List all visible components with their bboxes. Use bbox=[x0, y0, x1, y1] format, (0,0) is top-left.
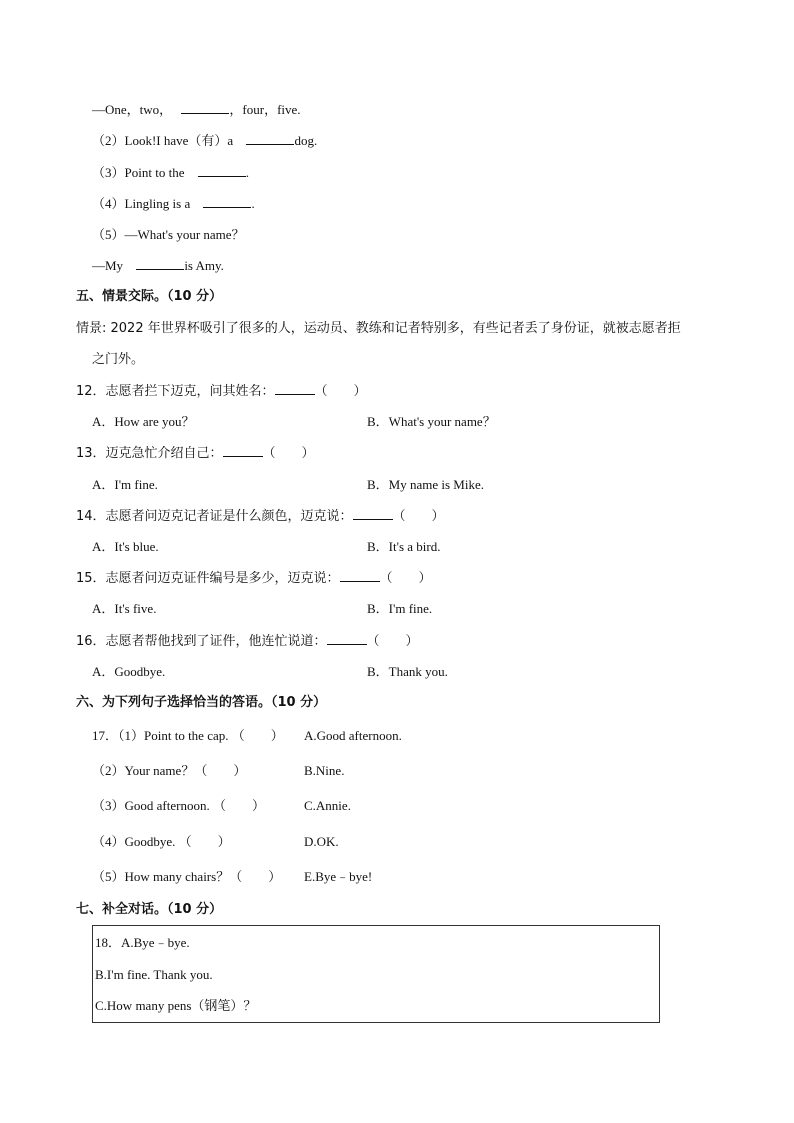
fill-blank[interactable] bbox=[136, 257, 184, 270]
q3-tail: . bbox=[245, 165, 249, 180]
matching-left[interactable]: （5）How many chairs？（ ） bbox=[92, 869, 282, 884]
box-option: C.How many pens（钢笔）？ bbox=[95, 998, 257, 1013]
q5-answer-line bbox=[92, 257, 224, 275]
q3-number: （3） bbox=[92, 165, 125, 180]
section5-heading: 五、情景交际。（10 分） bbox=[76, 289, 223, 304]
matching-left[interactable]: （3）Good afternoon. （ ） bbox=[92, 798, 265, 813]
question-stem bbox=[76, 507, 445, 526]
box-option: 18．A.Bye﹣bye. bbox=[95, 935, 190, 950]
stem-text: 14．志愿者问迈克记者证是什么颜色，迈克说： bbox=[76, 509, 353, 524]
matching-right: B.Nine. bbox=[304, 763, 345, 778]
answer-paren: （ ） bbox=[392, 509, 445, 524]
stem-text: 12．志愿者拦下迈克，问其姓名： bbox=[76, 384, 275, 399]
answer-paren: （ ） bbox=[366, 634, 419, 649]
fill-blank[interactable] bbox=[181, 101, 229, 114]
option-a[interactable]: A．I'm fine. bbox=[92, 477, 158, 492]
q5b-tail: is Amy. bbox=[184, 258, 224, 273]
q1-text-a: One，two， bbox=[105, 102, 173, 117]
scenario-line-1: 情景: 2022 年世界杯吸引了很多的人，运动员、教练和记者特别多，有些记者丢了身份证，就被志愿者拒 bbox=[76, 321, 681, 336]
answer-blank[interactable] bbox=[340, 569, 380, 582]
matching-left[interactable]: （2）Your name？（ ） bbox=[92, 763, 247, 778]
matching-right: D.OK. bbox=[304, 834, 339, 849]
q2-tail: dog. bbox=[294, 133, 318, 148]
option-b[interactable]: B．My name is Mike. bbox=[367, 477, 484, 492]
question-stem bbox=[76, 382, 367, 401]
dash: — bbox=[92, 258, 105, 273]
option-a[interactable]: A．It's five. bbox=[92, 601, 157, 616]
q4-number: （4） bbox=[92, 196, 125, 211]
option-b[interactable]: B．What's your name？ bbox=[367, 414, 496, 429]
q4-text: Lingling is a bbox=[124, 196, 191, 211]
answer-blank[interactable] bbox=[223, 444, 263, 457]
q3-text: Point to the bbox=[124, 165, 185, 180]
option-b[interactable]: B．Thank you. bbox=[367, 664, 448, 679]
matching-right: E.Bye﹣bye! bbox=[304, 869, 373, 884]
answer-paren: （ ） bbox=[379, 571, 432, 586]
answer-paren: （ ） bbox=[262, 446, 315, 461]
q5-number: （5） bbox=[92, 227, 125, 242]
matching-left[interactable]: 17．（1）Point to the cap. （ ） bbox=[92, 728, 284, 743]
fill-blank[interactable] bbox=[246, 132, 294, 145]
section7-heading: 七、补全对话。（10 分） bbox=[76, 902, 223, 917]
option-b[interactable]: B．I'm fine. bbox=[367, 601, 433, 616]
matching-left[interactable]: （4）Goodbye. （ ） bbox=[92, 834, 231, 849]
q4-line bbox=[92, 195, 255, 213]
stem-text: 15．志愿者问迈克证件编号是多少，迈克说： bbox=[76, 571, 340, 586]
stem-text: 16．志愿者帮他找到了证件，他连忙说道： bbox=[76, 634, 327, 649]
option-a[interactable]: A．Goodbye. bbox=[92, 664, 166, 679]
answer-paren: （ ） bbox=[314, 384, 367, 399]
q1-text-b: ，four，five. bbox=[229, 102, 301, 117]
question-stem bbox=[76, 569, 432, 588]
box-option: B.I'm fine. Thank you. bbox=[95, 967, 213, 982]
matching-right: A.Good afternoon. bbox=[304, 728, 402, 743]
dialogue-options-box bbox=[92, 925, 660, 1023]
dash: — bbox=[92, 102, 105, 117]
section6-heading: 六、为下列句子选择恰当的答语。（10 分） bbox=[76, 695, 327, 710]
answer-blank[interactable] bbox=[353, 507, 393, 520]
q2-text: Look!I have（有）a bbox=[124, 133, 234, 148]
stem-text: 13．迈克急忙介绍自己： bbox=[76, 446, 223, 461]
q5b-text: My bbox=[105, 258, 124, 273]
option-b[interactable]: B．It's a bird. bbox=[367, 539, 441, 554]
q5-line bbox=[92, 226, 245, 244]
question-stem bbox=[76, 444, 315, 463]
matching-right: C.Annie. bbox=[304, 798, 351, 813]
answer-blank[interactable] bbox=[275, 382, 315, 395]
answer-blank[interactable] bbox=[327, 632, 367, 645]
q2-number: （2） bbox=[92, 133, 125, 148]
fill-blank[interactable] bbox=[198, 164, 246, 177]
q1-answer-line bbox=[92, 101, 301, 119]
option-a[interactable]: A．How are you？ bbox=[92, 414, 195, 429]
q4-tail: . bbox=[251, 196, 255, 211]
fill-blank[interactable] bbox=[203, 195, 251, 208]
option-a[interactable]: A．It's blue. bbox=[92, 539, 159, 554]
q3-line bbox=[92, 164, 249, 182]
question-stem bbox=[76, 632, 419, 651]
scenario-line-2: 之门外。 bbox=[92, 352, 145, 367]
q2-line bbox=[92, 132, 317, 150]
q5-text: —What's your name？ bbox=[124, 227, 245, 242]
